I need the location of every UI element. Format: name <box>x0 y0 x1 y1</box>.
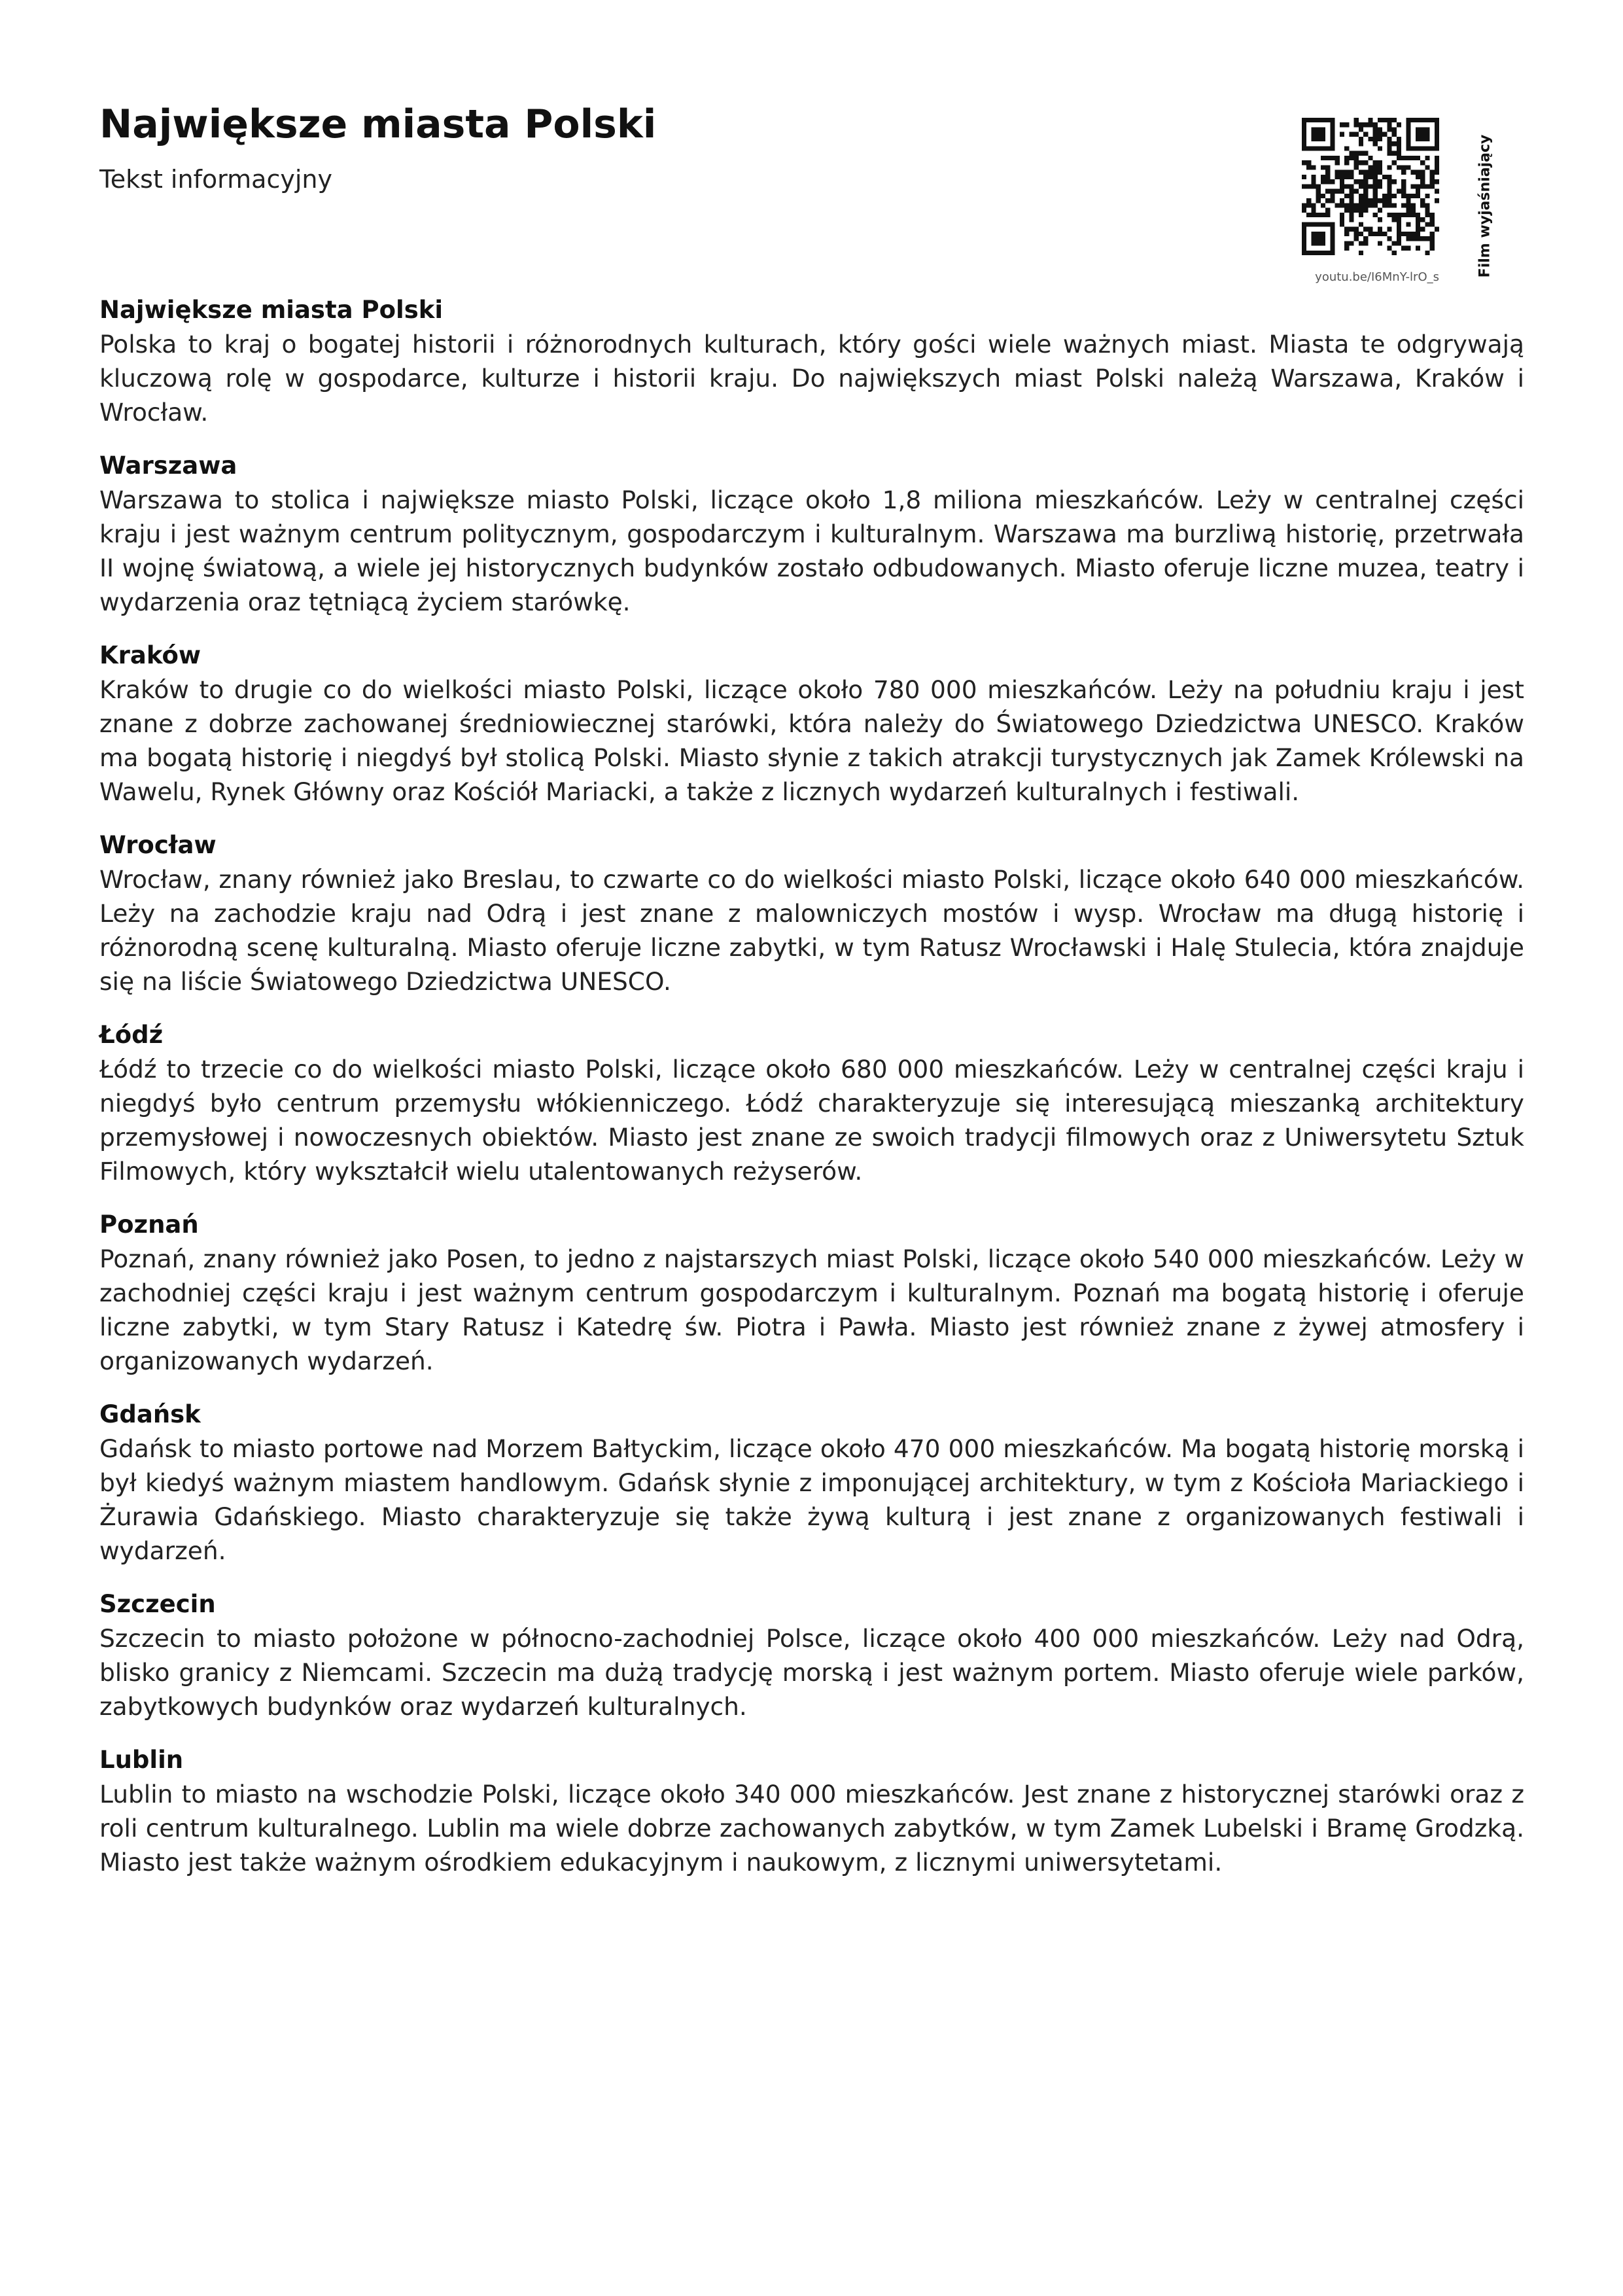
section-text: Poznań, znany również jako Posen, to jedno z najstarszych miast Polski, liczące około 540 000 mieszkańców. Leży w zachodniej części kraju i jest ważnym centrum gospodarczym i kulturalnym. Poznań ma bogatą historię i oferuje liczne zabytki, w tym Stary Ratusz i Katedrę św. Piotra i Pawła. Miasto jest również znane z żywej atmosfery i organizowanych wydarzeń. <box>99 1245 1524 1375</box>
qr-url[interactable]: youtu.be/I6MnY-lrO_s <box>1315 270 1439 284</box>
section-text: Warszawa to stolica i największe miasto Polski, liczące około 1,8 miliona mieszkańców. Leży w centralnej części kraju i jest ważnym centrum politycznym, gospodarczym i kulturalnym. Warszawa ma burzliwą historię, przetrwała II wojnę światową, a wiele jej historycznych budynków zostało odbudowanych. Miasto oferuje liczne muzea, teatry i wydarzenia oraz tętniącą życiem starówkę. <box>99 486 1524 616</box>
section-text: Szczecin to miasto położone w północno-zachodniej Polsce, liczące około 400 000 mieszkańców. Leży nad Odrą, blisko granicy z Niemcami. Szczecin ma dużą tradycję morską i jest ważnym portem. Miasto oferuje wiele parków, zabytkowych budynków oraz wydarzeń kulturalnych. <box>99 1624 1524 1721</box>
qr-code-icon[interactable] <box>1302 118 1439 255</box>
section-wroclaw <box>99 828 1524 998</box>
section-lublin <box>99 1743 1524 1879</box>
section-szczecin <box>99 1587 1524 1723</box>
section-heading: Kraków <box>99 641 201 669</box>
article-content <box>99 293 1524 1899</box>
section-lodz <box>99 1018 1524 1188</box>
section-heading: Gdańsk <box>99 1400 201 1428</box>
qr-code-graphic <box>1302 118 1439 255</box>
section-text: Kraków to drugie co do wielkości miasto Polski, liczące około 780 000 mieszkańców. Leży na południu kraju i jest znane z dobrze zachowanej średniowiecznej starówki, która należy do Światowego Dziedzictwa UNESCO. Kraków ma bogatą historię i niegdyś był stolicą Polski. Miasto słynie z takich atrakcji turystycznych jak Zamek Królewski na Wawelu, Rynek Główny oraz Kościół Mariacki, a także z licznych wydarzeń kulturalnych i festiwali. <box>99 675 1524 806</box>
section-heading: Wrocław <box>99 831 217 859</box>
section-heading: Łódź <box>99 1021 164 1049</box>
section-heading: Poznań <box>99 1210 199 1239</box>
section-heading: Warszawa <box>99 451 237 480</box>
section-text: Polska to kraj o bogatej historii i różnorodnych kulturach, który gości wiele ważnych miast. Miasta te odgrywają kluczową rolę w gospodarce, kulturze i historii kraju. Do największych miast Polski należą Warszawa, Kraków i Wrocław. <box>99 330 1524 427</box>
page-subtitle: Tekst informacyjny <box>99 165 332 194</box>
section-text: Lublin to miasto na wschodzie Polski, liczące około 340 000 mieszkańców. Jest znane z historycznej starówki oraz z roli centrum kulturalnego. Lublin ma wiele dobrze zachowanych zabytków, w tym Zamek Lubelski i Bramę Grodzką. Miasto jest także ważnym ośrodkiem edukacyjnym i naukowym, z licznymi uniwersytetami. <box>99 1780 1524 1877</box>
section-gdansk <box>99 1398 1524 1568</box>
section-krakow <box>99 639 1524 809</box>
section-text: Łódź to trzecie co do wielkości miasto Polski, liczące około 680 000 mieszkańców. Leży w centralnej części kraju i niegdyś było centrum przemysłu włókienniczego. Łódź charakteryzuje się interesującą mieszanką architektury przemysłowej i nowoczesnych obiektów. Miasto jest znane ze swoich tradycji filmowych oraz z Uniwersytetu Sztuk Filmowych, który wykształcił wielu utalentowanych reżyserów. <box>99 1055 1524 1186</box>
page-title: Największe miasta Polski <box>99 101 657 147</box>
section-heading: Szczecin <box>99 1590 216 1618</box>
section-heading: Lublin <box>99 1746 184 1774</box>
section-text: Gdańsk to miasto portowe nad Morzem Bałtyckim, liczące około 470 000 mieszkańców. Ma bogatą historię morską i był kiedyś ważnym miastem handlowym. Gdańsk słynie z imponującej architektury, w tym z Kościoła Mariackiego i Żurawia Gdańskiego. Miasto charakteryzuje się także żywą kulturą i jest znane z organizowanych festiwali i wydarzeń. <box>99 1434 1524 1565</box>
section-poznan <box>99 1208 1524 1378</box>
section-warszawa <box>99 449 1524 619</box>
section-intro <box>99 293 1524 429</box>
section-heading: Największe miasta Polski <box>99 296 444 324</box>
film-label: Film wyjaśniający <box>1476 134 1493 278</box>
section-text: Wrocław, znany również jako Breslau, to czwarte co do wielkości miasto Polski, liczące około 640 000 mieszkańców. Leży na zachodzie kraju nad Odrą i jest znane z malowniczych mostów i wysp. Wrocław ma długą historię i różnorodną scenę kulturalną. Miasto oferuje liczne zabytki, w tym Ratusz Wrocławski i Halę Stulecia, która znajduje się na liście Światowego Dziedzictwa UNESCO. <box>99 865 1524 996</box>
